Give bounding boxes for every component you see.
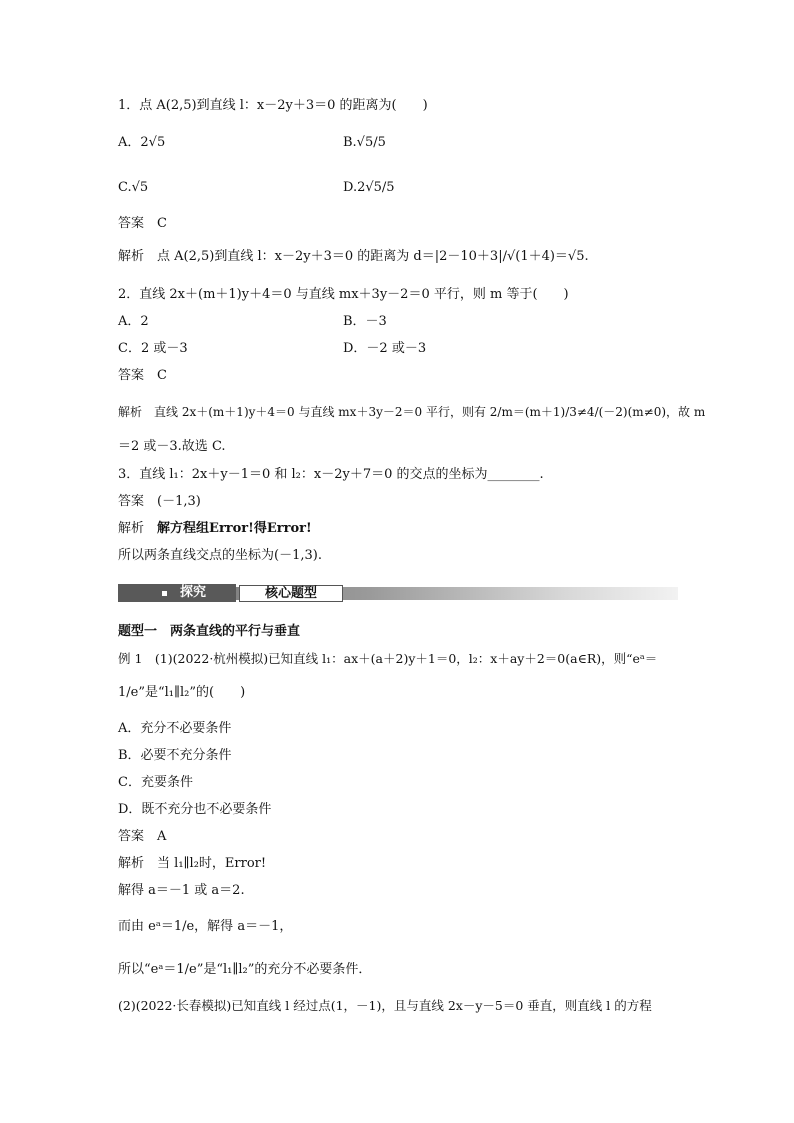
q2-option-d: D．－2 或－3 [343, 341, 427, 356]
answer-label: 答案 [118, 216, 145, 231]
square-bullet-icon [162, 591, 167, 596]
answer-value: C [157, 216, 167, 231]
banner-tab-explore-label: 探究 [180, 585, 207, 600]
example1-analysis [118, 856, 266, 872]
example1-solve: 解得 a＝－1 或 a＝2. [118, 883, 245, 898]
analysis-text: 当 l₁∥l₂时，Error! [157, 856, 267, 871]
q1-option-d: D.2√5/5 [343, 180, 395, 195]
analysis-label: 解析 [118, 856, 145, 871]
q3-analysis [118, 521, 312, 537]
analysis-label: 解析 [118, 405, 143, 419]
example1-from: 而由 eᵃ＝1/e，解得 a＝－1， [118, 919, 293, 934]
q2-option-b: B．－3 [343, 314, 387, 329]
section-banner [118, 584, 678, 604]
q1-option-c: C.√5 [118, 180, 149, 195]
example1-conclusion: 所以“eᵃ＝1/e”是“l₁∥l₂”的充分不必要条件． [118, 962, 372, 977]
analysis-text: 点 A(2,5)到直线 l：x－2y＋3＝0 的距离为 d＝|2－10＋3|/√(1＋4)＝√5. [157, 249, 589, 264]
example1-answer [118, 829, 166, 845]
answer-label: 答案 [118, 829, 145, 844]
example1-option-a: A．充分不必要条件 [118, 721, 232, 736]
q1-option-a: A．2√5 [118, 135, 166, 150]
analysis-label: 解析 [118, 521, 145, 536]
answer-label: 答案 [118, 494, 145, 509]
q1-analysis [118, 249, 589, 265]
q3-conclusion: 所以两条直线交点的坐标为(－1,3). [118, 548, 322, 563]
answer-value: C [157, 368, 167, 383]
answer-label: 答案 [118, 368, 145, 383]
banner-tab-core: 核心题型 [239, 585, 343, 602]
q2-answer [118, 368, 167, 384]
q3-stem: 3．直线 l₁：2x＋y－1＝0 和 l₂：x－2y＋7＝0 的交点的坐标为________. [118, 467, 544, 482]
analysis-label: 解析 [118, 249, 145, 264]
analysis-text: 解方程组Error!得Error! [157, 521, 312, 536]
q2-analysis [118, 404, 705, 420]
q3-answer [118, 494, 201, 510]
q2-option-a: A．2 [118, 314, 149, 329]
example1-line1: 例 1 (1)(2022·杭州模拟)已知直线 l₁：ax＋(a＋2)y＋1＝0，l₂：x＋ay＋2＝0(a∈R)，则“eᵃ＝ [118, 651, 658, 666]
answer-value: (－1,3) [157, 494, 201, 509]
type1-title: 题型一 两条直线的平行与垂直 [118, 624, 301, 639]
example1-option-d: D．既不充分也不必要条件 [118, 802, 272, 817]
q1-option-b: B.√5/5 [343, 135, 386, 150]
example1-option-c: C．充要条件 [118, 775, 193, 790]
analysis-text: 直线 2x＋(m＋1)y＋4＝0 与直线 mx＋3y－2＝0 平行，则有 2/m＝(m＋1)/3≠4/(－2)(m≠0)，故 m [154, 405, 706, 419]
answer-value: A [157, 829, 167, 844]
q2-stem: 2．直线 2x＋(m＋1)y＋4＝0 与直线 mx＋3y－2＝0 平行，则 m 等于( ) [118, 287, 569, 302]
example1-part2: (2)(2022·长春模拟)已知直线 l 经过点(1，－1)，且与直线 2x－y－5＝0 垂直，则直线 l 的方程 [118, 998, 652, 1013]
q2-analysis-cont: ＝2 或－3.故选 C. [118, 439, 226, 454]
banner-tab-explore [118, 584, 236, 602]
q1-stem: 1．点 A(2,5)到直线 l：x－2y＋3＝0 的距离为( ) [118, 98, 428, 113]
q2-option-c: C．2 或－3 [118, 341, 188, 356]
example1-option-b: B．必要不充分条件 [118, 748, 232, 763]
example1-line2: 1/e”是“l₁∥l₂”的( ) [118, 685, 246, 700]
q1-answer [118, 216, 167, 232]
